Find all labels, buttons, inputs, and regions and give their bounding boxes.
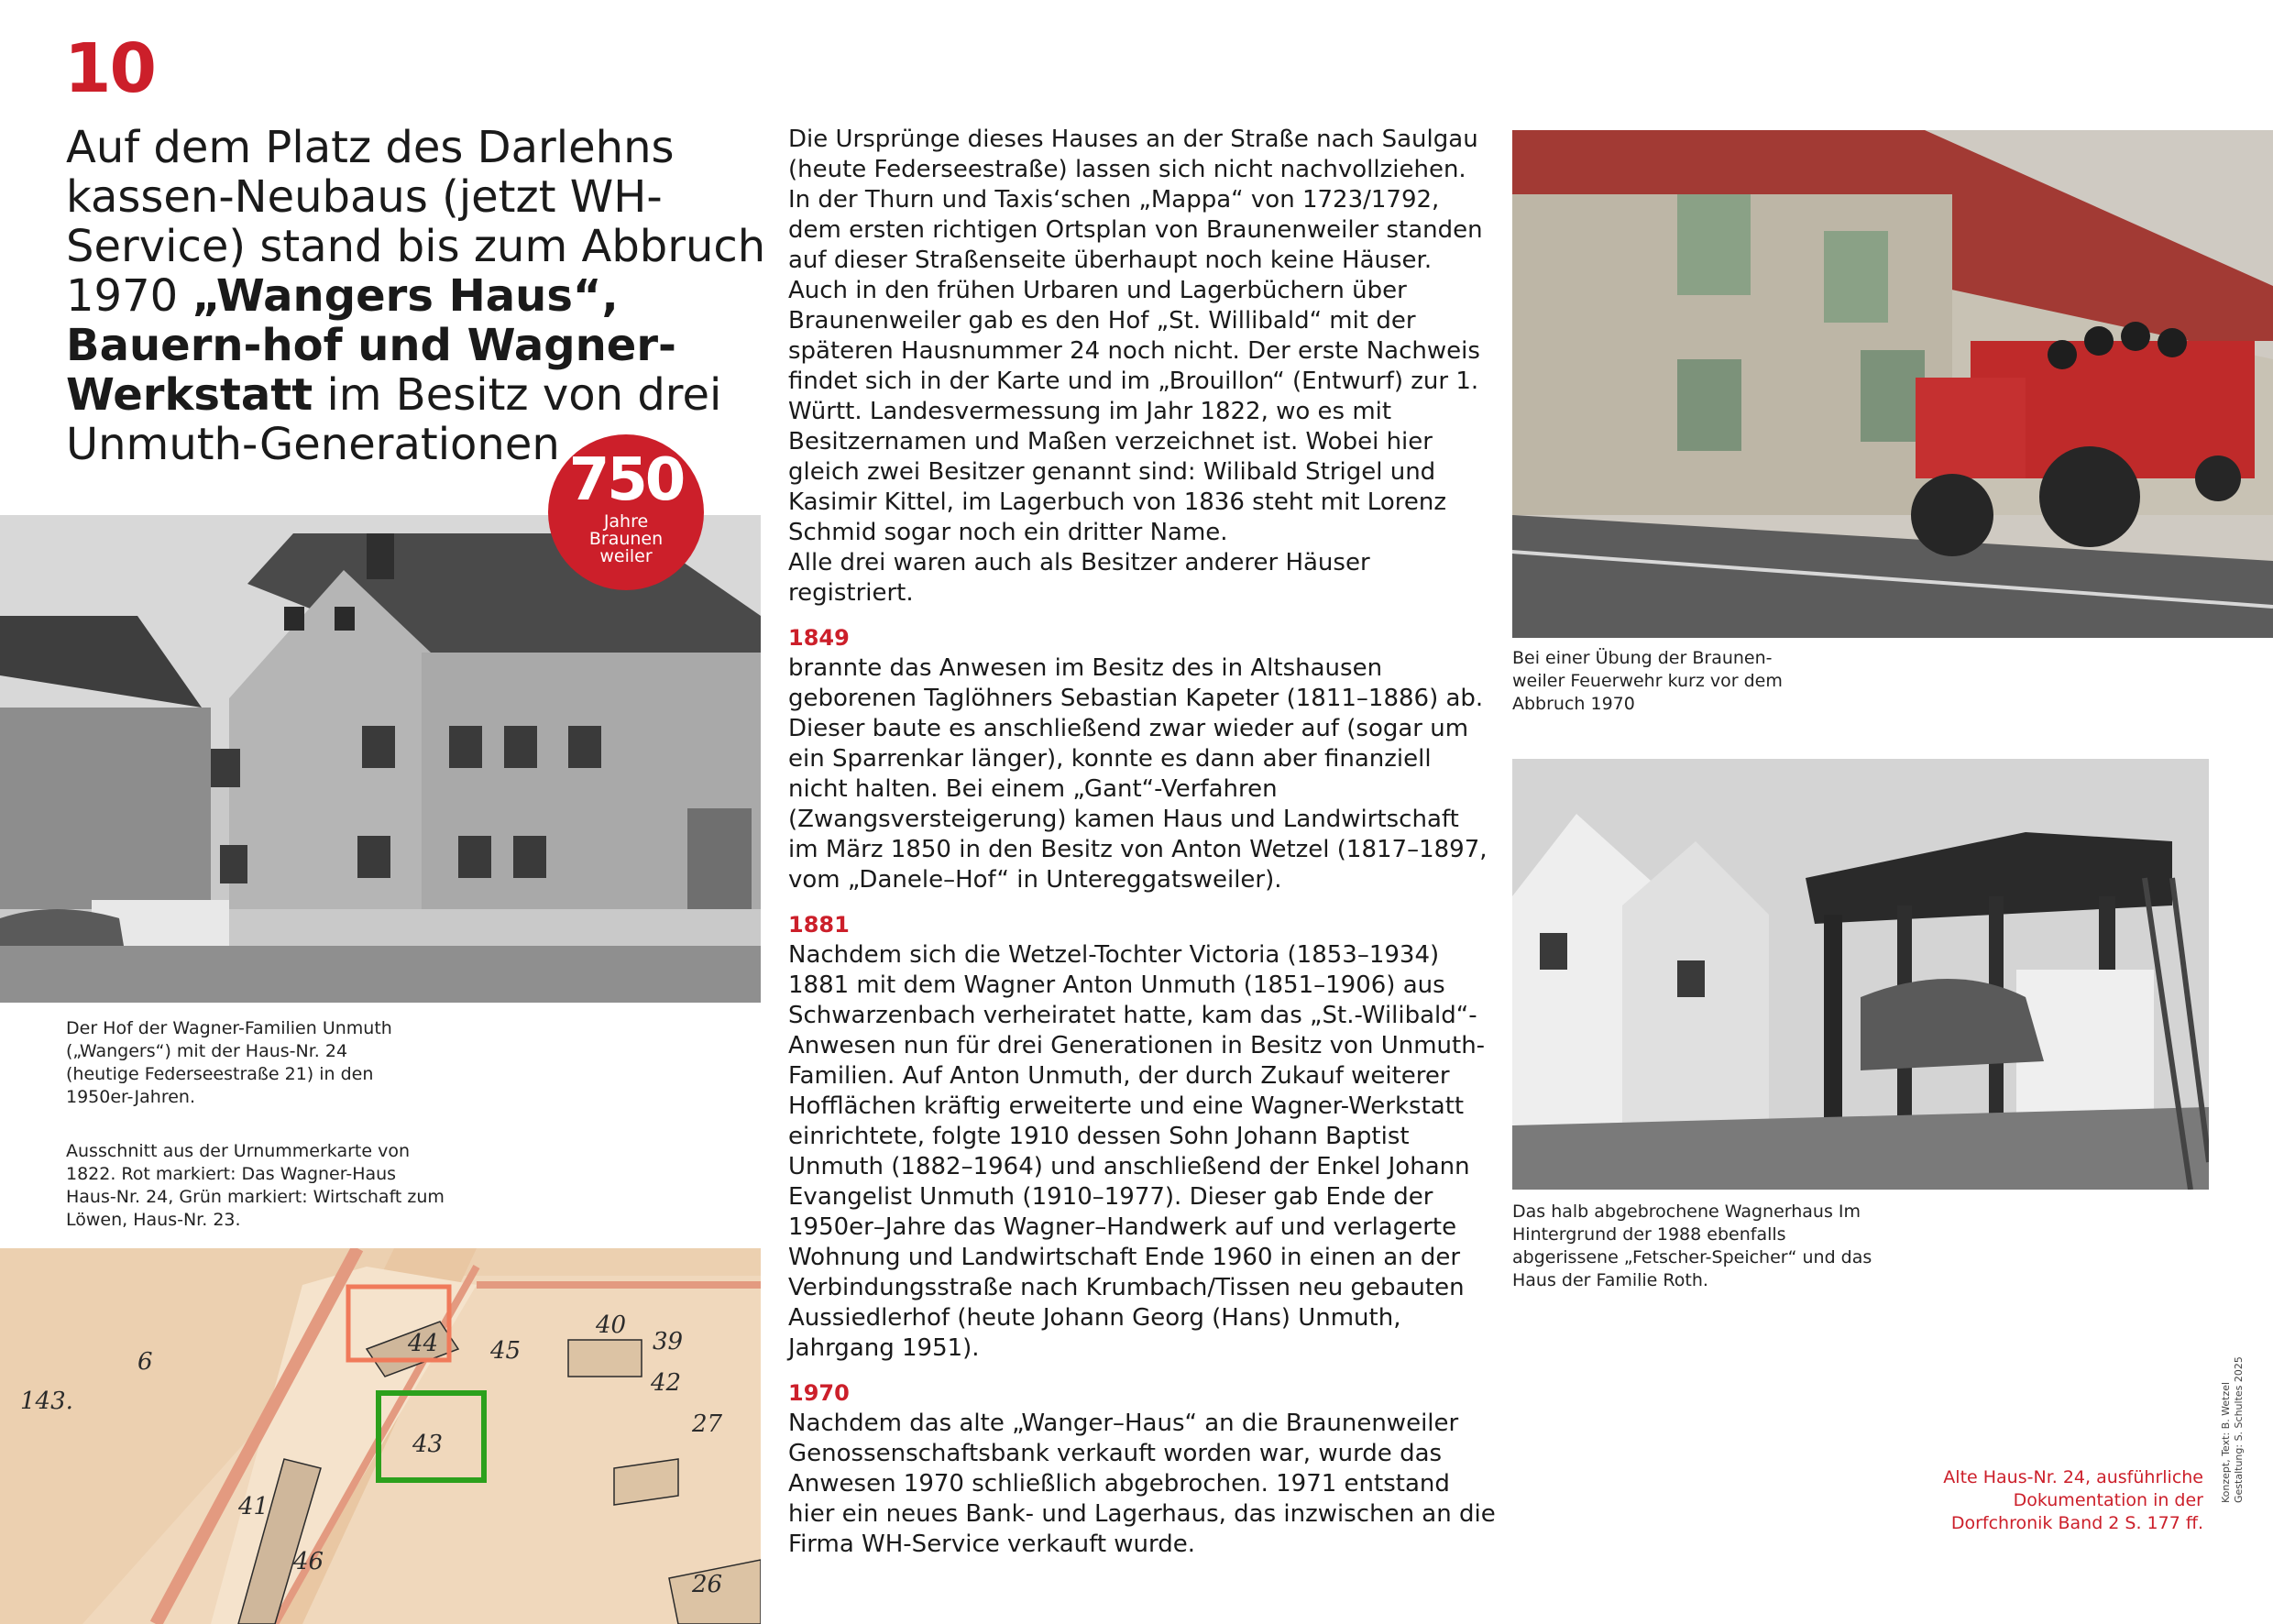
history-1970: Nachdem das alte „Wanger–Haus“ an die Braunenweiler Genossenschaftsbank verkauft worden war, wurde das Anwesen 1970 schließlich abgebrochen. 1971 entstand hier ein neues Bank- und Lagerhaus, das inzwischen an die Firma WH-Service verkauft wurde. [788,1410,1496,1558]
farmhouse-photo [0,511,761,1003]
map-label-39: 39 [653,1328,684,1355]
history-1881: Nachdem sich die Wetzel-Tochter Victoria (1853–1934) 1881 mit dem Wagner Anton Unmuth (1851–1906) aus Schwarzenbach verheiratet hatte, kam das „St.-Wilibald“-Anwesen nun für drei Generationen in Besitz von Unmuth-Familien. Auf Anton Unmuth, der durch Zukauf weiterer Hofflächen kräftig erweiterte und eine Wagner-Werkstatt einrichtete, folgte 1910 dessen Sohn Johann Baptist Unmuth (1882–1964) und anschließend der Enkel Johann Evangelist Unmuth (1910–1977). Dieser gab Ende der 1950er–Jahre das Wagner–Handwerk auf und verlagerte Wohnung und Landwirtschaft Ende 1960 in einen an der Verbindungsstraße nach Krumbach/Tissen neu gebauten Aussiedlerhof (heute Johann Georg (Hans) Unmuth, Jahrgang 1951). [788,941,1486,1362]
map-label-42: 42 [651,1369,682,1397]
map-label-6: 6 [137,1348,153,1376]
history-1849: brannte das Anwesen im Besitz des in Altshausen geborenen Taglöhners Sebastian Kapeter (1811–1886) ab. Dieser baute es anschließend zwar wieder auf (sogar um ein Sparrenkar länger), konnte es dann aber finanziell nicht halten. Bei einem „Gant“-Verfahren (Zwangsversteigerung) kamen Haus und Landwirtschaft im März 1850 in den Besitz von Anton Wetzel (1817–1897, vom „Danele–Hof“ in Untereggatsweiler). [788,654,1488,894]
map-label-46: 46 [293,1548,324,1575]
year-1881: 1881 [788,912,850,938]
cadastral-map [0,1248,761,1624]
year-1970: 1970 [788,1380,850,1406]
badge-text [548,513,704,565]
map-label-27: 27 [692,1410,723,1438]
badge-line-2: Braunen [588,529,664,549]
anniversary-badge [548,434,704,590]
demolition-photo [1512,759,2209,1190]
badge-line-3: weiler [599,546,653,566]
badge-line-1: Jahre [603,511,649,532]
map-label-45: 45 [490,1337,522,1365]
source-note: Alte Haus-Nr. 24, ausführliche Dokumentation in der Dorfchronik Band 2 S. 177 ff. [1943,1467,2203,1533]
badge-number: 750 [568,446,684,514]
history-intro: Die Ursprünge dieses Hauses an der Straße nach Saulgau (heute Federseestraße) lassen sich nicht nachvollziehen. In der Thurn und Taxis‘schen „Mappa“ von 1723/1792, dem ersten richtigen Ortsplan von Braunenweiler standen auf dieser Straßenseite überhaupt noch keine Häuser. Auch in den frühen Urbaren und Lagerbüchern über Braunenweiler gab es den Hof „St. Willibald“ mit der späteren Hausnummer 24 noch nicht. Der erste Nachweis findet sich in der Karte und im „Brouillon“ (Entwurf) zur 1. Württ. Landesvermessung im Jahr 1822, wo es mit Besitzernamen und Maßen verzeichnet ist. Wobei hier gleich zwei Besitzer genannt sind: Wilibald Strigel und Kasimir Kittel, im Lagerbuch von 1836 steht mit Lorenz Schmid sogar noch ein dritter Name. [788,126,1483,546]
headline [66,123,772,469]
panel-number: 10 [64,29,155,108]
headline-plain: Auf dem Platz des Darlehns kassen-Neubaus (jetzt WH-Service) stand bis zum Abbruch 1970 [66,122,766,322]
firebrigade-photo [1512,130,2273,638]
credit-line-1: Konzept, Text: B. Wetzel [2220,1381,2232,1503]
map-caption: Ausschnitt aus der Urnummerkarte von 1822. Rot markiert: Das Wagner-Haus Haus-Nr. 24, Grün markiert: Wirtschaft zum Löwen, Haus-Nr. 23. [66,1141,445,1230]
year-1849: 1849 [788,625,850,651]
map-label-44: 44 [408,1330,439,1357]
headline-bold: „Wangers Haus“, Bauern-hof und Wagner-Werkstatt [66,270,676,421]
map-label-43: 43 [412,1431,444,1458]
farmhouse-caption: Der Hof der Wagner-Familien Unmuth („Wangers“) mit der Haus-Nr. 24 (heutige Federseestraße 21) in den 1950er-Jahren. [66,1018,392,1107]
credit [2220,1356,2245,1514]
map-label-40: 40 [596,1311,627,1339]
firebrigade-caption: Bei einer Übung der Braunen-weiler Feuerwehr kurz vor dem Abbruch 1970 [1512,648,1783,714]
map-label-26: 26 [692,1571,723,1598]
history-intro-end: Alle drei waren auch als Besitzer anderer Häuser registriert. [788,549,1370,607]
credit-line-2: Gestaltung: S. Schultes 2025 [2233,1356,2245,1503]
map-label-41: 41 [238,1493,269,1520]
history-text [788,125,1496,1560]
map-label-143: 143. [20,1388,73,1415]
demolition-caption: Das halb abgebrochene Wagnerhaus Im Hintergrund der 1988 ebenfalls abgerissene „Fetscher-Speicher“ und das Haus der Familie Roth. [1512,1202,1872,1290]
headline-tail: im Besitz von drei Unmuth-Generationen [66,369,722,470]
